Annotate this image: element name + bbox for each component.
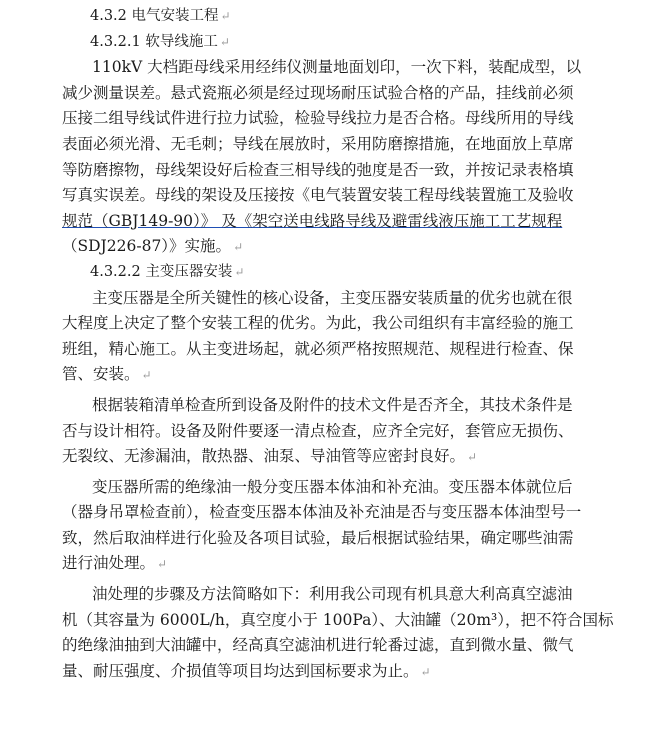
paragraph-mark-icon: ↵ (234, 264, 245, 279)
section-number: 4.3.2 (90, 8, 127, 24)
text-line: 110kV 大档距母线采用经纬仪测量地面划印，一次下料，装配成型，以 (92, 58, 582, 77)
subsection-heading-1 (62, 30, 616, 56)
text-line-last (62, 444, 616, 470)
paragraph-oil-treatment (62, 582, 616, 684)
text-line: 班组，精心施工。从主变进场起，就必须严格按照规范、规程进行检查、保 (62, 339, 574, 358)
text-line: （器身吊罩检查前），检查变压器本体油及补充油是否与变压器本体油型号一 (62, 503, 582, 522)
paragraph-mark-icon: ↵ (157, 557, 168, 572)
text-line-last (62, 362, 616, 388)
paragraph-mark-icon: ↵ (219, 34, 230, 49)
text-line-last (62, 234, 616, 260)
text-line: 油处理的步骤及方法简略如下：利用我公司现有机具意大利高真空滤油 (92, 585, 573, 604)
text-line: 等防磨擦物，母线架设好后检查三相导线的弛度是否一致，并按记录表格填 (62, 160, 574, 179)
text-line: 的绝缘油抽到大油罐中，经高真空滤油机进行轮番过滤，直到微水量、微气 (62, 636, 574, 655)
paragraph-mark-icon: ↵ (233, 240, 244, 255)
text-line: 否与设计相符。设备及附件要逐一清点检查，应齐全完好，套管应无损伤、 (62, 421, 574, 440)
text-line: 写真实误差。母线的架设及压接按《电气装置安装工程母线装置施工及验收 (62, 186, 574, 205)
text-line: 主变压器是全所关键性的核心设备，主变压器安装质量的优劣也就在很 (92, 288, 573, 307)
subsection-heading-2-text: 4.3.2.2 主变压器安装 (90, 263, 233, 280)
text-line: 减少测量误差。悬式瓷瓶必须是经过现场耐压试验合格的产品，挂线前必须 (62, 83, 574, 102)
paragraph-transformer-intro (62, 286, 616, 388)
text-line-end: 量、耐压强度、介损值等项目均达到国标要求为止。 (62, 661, 419, 680)
text-line: 表面必须光滑、无毛刺；导线在展放时，采用防磨擦措施，在地面放上草席 (62, 134, 574, 153)
text-line-end: 进行油处理。 (62, 554, 156, 573)
paragraph-mark-icon: ↵ (141, 368, 152, 383)
paragraph-mark-icon: ↵ (220, 9, 231, 23)
text-line: 致，然后取油样进行化验及各项目试验，最后根据试验结果，确定哪些油需 (62, 528, 574, 547)
section-title: 电气安装工程 (131, 8, 219, 24)
text-line-last (62, 551, 616, 577)
text-line: 根据装箱清单检查所到设备及附件的技术文件是否齐全，其技术条件是 (92, 395, 573, 414)
text-line: 机（其容量为 6000L/h，真空度小于 100Pa）、大油罐（20m³），把不符合国标 (62, 610, 614, 629)
text-line: 变压器所需的绝缘油一般分变压器本体油和补充油。变压器本体就位后 (92, 477, 573, 496)
text-line-end: 无裂纹、无渗漏油，散热器、油泵、导油管等应密封良好。 (62, 447, 466, 466)
section-heading (62, 4, 616, 30)
text-line: 规范（GBJ149-90）》 及《架空送电线路导线及避雷线液压施工工艺规程 (62, 211, 563, 230)
text-line: 大程度上决定了整个安装工程的优劣。为此，我公司组织有丰富经验的施工 (62, 314, 574, 333)
paragraph-mark-icon: ↵ (467, 450, 478, 465)
paragraph-mark-icon: ↵ (420, 664, 431, 679)
paragraph-soft-conductor (62, 55, 616, 260)
text-line-last (62, 659, 616, 685)
paragraph-insulating-oil (62, 475, 616, 577)
text-line: 压接二组导线试件进行拉力试验，检验导线拉力是否合格。母线所用的导线 (62, 109, 574, 128)
text-line-end: （SDJ226-87）》实施。 (62, 237, 232, 256)
subsection-heading-2 (62, 260, 616, 286)
subsection-heading-1-text: 4.3.2.1 软导线施工 (90, 33, 218, 50)
paragraph-packing-check (62, 393, 616, 470)
text-line-end: 管、安装。 (62, 365, 140, 384)
